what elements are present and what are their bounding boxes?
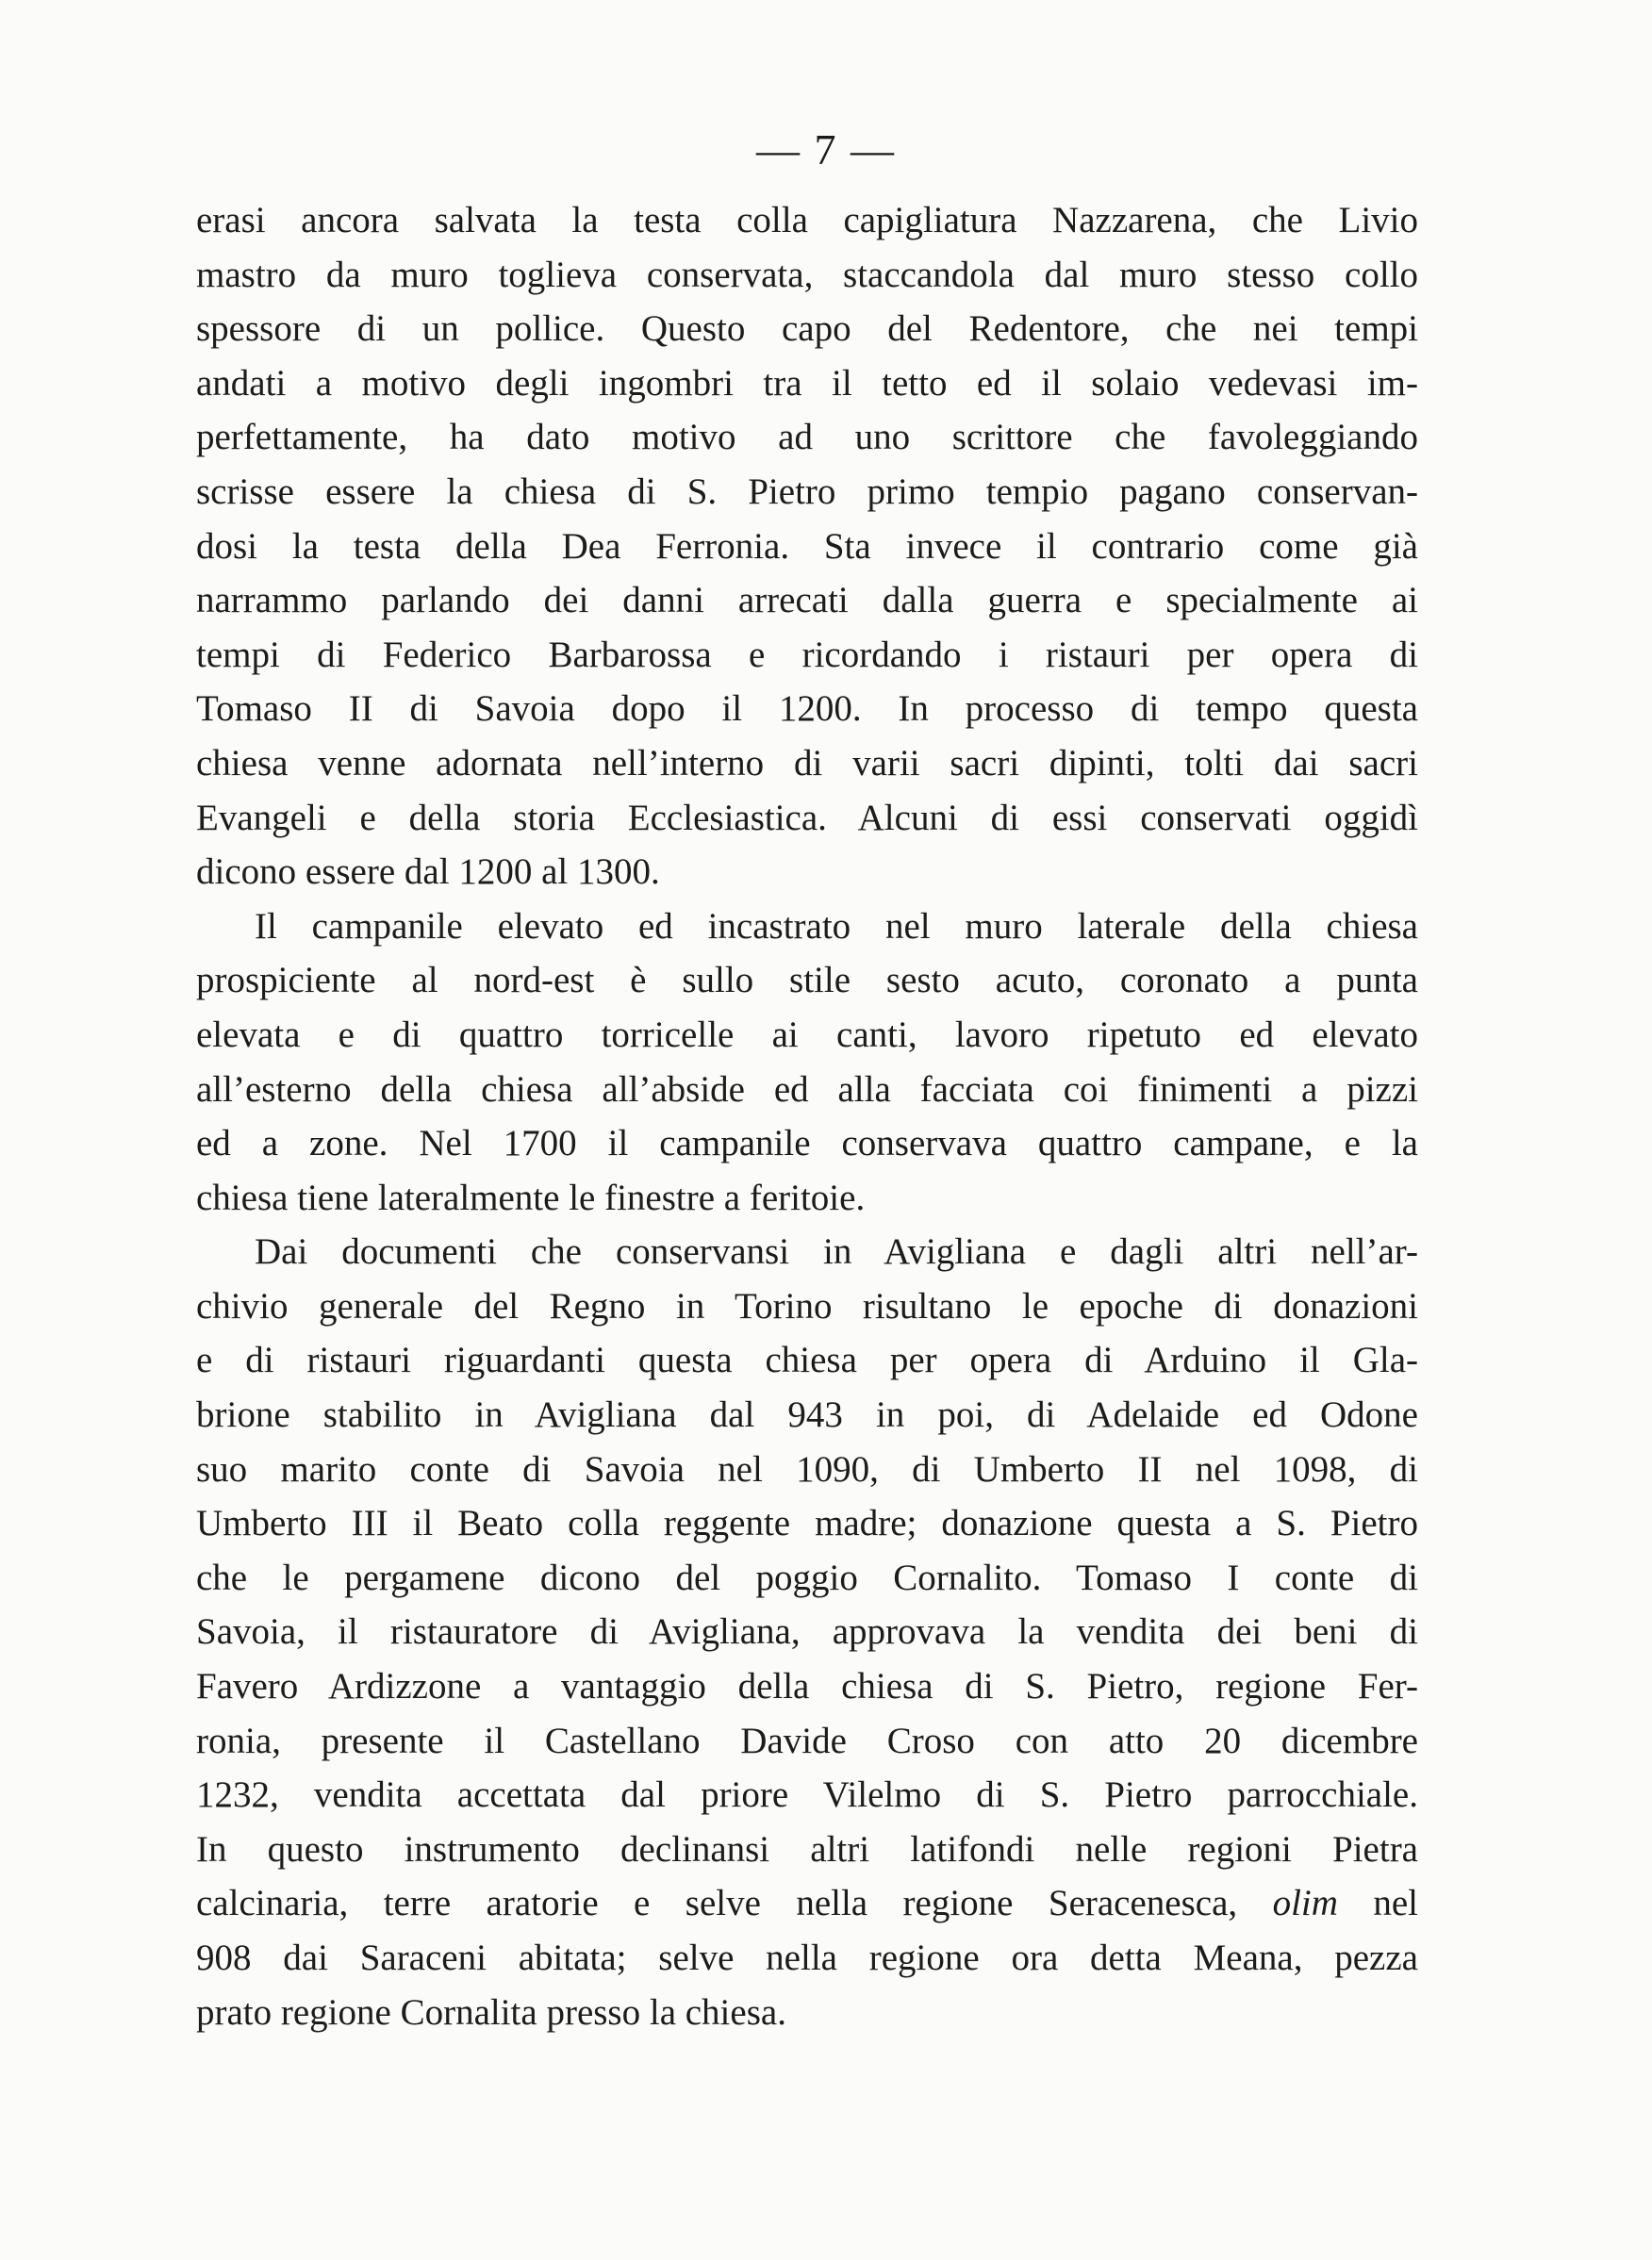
text-line: Savoia, il ristauratore di Avigliana, approvava la vendita dei beni di [196, 1611, 1418, 1653]
text-line: chivio generale del Regno in Torino risultano le epoche di donazioni [196, 1285, 1418, 1327]
text-line: dosi la testa della Dea Ferronia. Sta invece il contrario come già [196, 525, 1418, 567]
text-line: che le pergamene dicono del poggio Cornalito. Tomaso I conte di [196, 1557, 1418, 1598]
text-line: narrammo parlando dei danni arrecati dalla guerra e specialmente ai [196, 580, 1418, 621]
text-line: Favero Ardizzone a vantaggio della chiesa di S. Pietro, regione Fer- [196, 1666, 1418, 1707]
paragraph-end-line: dicono essere dal 1200 al 1300. [196, 851, 660, 893]
text-line: ed a zone. Nel 1700 il campanile conservava quattro campane, e la [196, 1123, 1418, 1164]
paragraph-end-line: chiesa tiene lateralmente le finestre a feritoie. [196, 1177, 866, 1218]
italic-word: olim [1272, 1883, 1338, 1924]
text-line-with-italic [196, 1876, 1418, 1931]
paragraph-start-line: Il campanile elevato ed incastrato nel muro laterale della chiesa [255, 905, 1418, 947]
text-line: Tomaso II di Savoia dopo il 1200. In processo di tempo questa [196, 688, 1418, 730]
text-line: mastro da muro toglieva conservata, staccandola dal muro stesso collo [196, 254, 1418, 295]
text-line: andati a motivo degli ingombri tra il tetto ed il solaio vedevasi im- [196, 362, 1418, 404]
text-line: perfettamente, ha dato motivo ad uno scrittore che favoleggiando [196, 417, 1418, 458]
text-line: prospiciente al nord-est è sullo stile sesto acuto, coronato a punta [196, 960, 1418, 1001]
text-line: Evangeli e della storia Ecclesiastica. Alcuni di essi conservati oggidì [196, 797, 1418, 838]
text-line: scrisse essere la chiesa di S. Pietro primo tempio pagano conservan- [196, 470, 1418, 512]
text-line: ronia, presente il Castellano Davide Croso con atto 20 dicembre [196, 1720, 1418, 1761]
body-text [196, 193, 1418, 2039]
paragraph-start-line: Dai documenti che conservansi in Avigliana e dagli altri nell’ar- [255, 1231, 1418, 1273]
text-segment: calcinaria, terre aratorie e selve nella regione Seracenesca, [196, 1883, 1273, 1924]
text-line: all’esterno della chiesa all’abside ed alla facciata coi finimenti a pizzi [196, 1068, 1418, 1110]
text-line: 1232, vendita accettata dal priore Vilelmo di S. Pietro parrocchiale. [196, 1774, 1418, 1816]
text-line: e di ristauri riguardanti questa chiesa per opera di Arduino il Gla- [196, 1340, 1418, 1381]
text-line: suo marito conte di Savoia nel 1090, di Umberto II nel 1098, di [196, 1448, 1418, 1490]
text-line: brione stabilito in Avigliana dal 943 in poi, di Adelaide ed Odone [196, 1394, 1418, 1436]
text-line: tempi di Federico Barbarossa e ricordando i ristauri per opera di [196, 634, 1418, 675]
text-segment: nel [1337, 1883, 1418, 1924]
page-number: — 7 — [756, 125, 896, 173]
text-line: elevata e di quattro torricelle ai canti, lavoro ripetuto ed elevato [196, 1014, 1418, 1055]
text-line: In questo instrumento declinansi altri latifondi nelle regioni Pietra [196, 1828, 1418, 1870]
text-line: 908 dai Saraceni abitata; selve nella regione ora detta Meana, pezza [196, 1938, 1418, 1978]
text-line: spessore di un pollice. Questo capo del Redentore, che nei tempi [196, 308, 1418, 350]
text-line: erasi ancora salvata la testa colla capigliatura Nazzarena, che Livio [196, 200, 1418, 240]
paragraph-end-line: prato regione Cornalita presso la chiesa. [196, 1991, 786, 2033]
text-line: Umberto III il Beato colla reggente madre; donazione questa a S. Pietro [196, 1503, 1418, 1544]
text-line: chiesa venne adornata nell’interno di varii sacri dipinti, tolti dai sacri [196, 742, 1418, 784]
